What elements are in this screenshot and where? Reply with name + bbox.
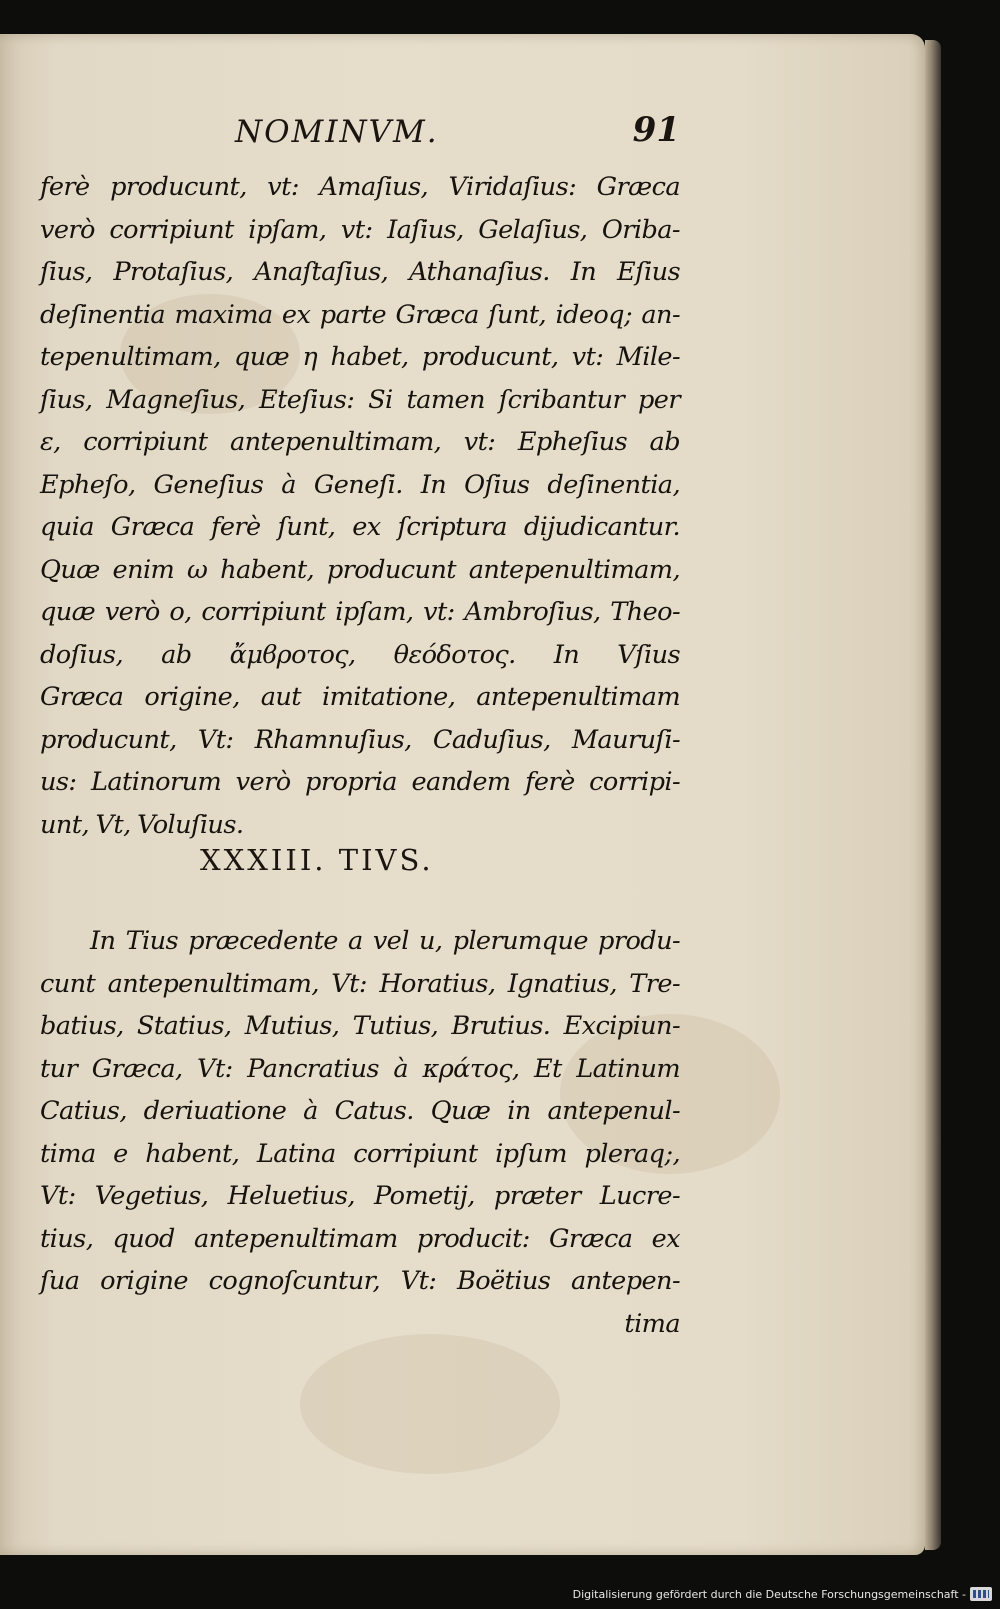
page-edge — [925, 40, 941, 1550]
paragraph-body — [40, 166, 680, 846]
section-heading: XXXIII. TIVS. — [200, 843, 434, 877]
text-line: tur Græca, Vt: Pancratius à κράτος, Et Latinum — [40, 1053, 680, 1084]
paper-stain — [300, 1334, 560, 1474]
text-line: deſinentia maxima ex parte Græca ſunt, ideoq; an- — [40, 299, 680, 330]
text-line: Vt: Vegetius, Heluetius, Pometij, præter Lucre- — [40, 1181, 680, 1211]
text-line: ſius, Magneſius, Eteſius: Si tamen ſcribantur per — [40, 384, 680, 415]
dfg-logo-icon — [970, 1587, 992, 1601]
text-line: Catius, deriuatione à Catus. Quæ in antepenul- — [40, 1096, 680, 1126]
credit-text: Digitalisierung gefördert durch die Deutsche Forschungsgemeinschaft - — [572, 1587, 966, 1601]
text-line: batius, Statius, Mutius, Tutius, Brutius. Excipiun- — [40, 1011, 680, 1041]
catchword: tima — [624, 1308, 680, 1339]
text-line: cunt antepenultimam, Vt: Horatius, Ignatius, Tre- — [40, 968, 680, 999]
text-line: us: Latinorum verò propria eandem ferè corripi- — [40, 767, 680, 797]
text-line: Epheſo, Geneſius à Geneſi. In Oſius deſinentia, — [40, 469, 680, 500]
page-header — [40, 110, 690, 160]
text-line: Quæ enim ω habent, producunt antepenultimam, — [40, 554, 680, 585]
text-line: verò corripiunt ipſam, vt: Iaſius, Gelaſius, Oriba- — [40, 214, 680, 245]
text-line: tima e habent, Latina corripiunt ipſum pleraq;, — [40, 1138, 680, 1169]
text-line: quia Græca ferè ſunt, ex ſcriptura dijudicantur. — [40, 512, 680, 542]
paragraph-body — [40, 920, 680, 1345]
running-head: NOMINVM. — [235, 114, 439, 150]
page-number: 91 — [632, 110, 680, 150]
text-line: ſua origine cognoſcuntur, Vt: Boëtius antepen- — [40, 1266, 680, 1296]
text-line: ε, corripiunt antepenultimam, vt: Epheſius ab — [40, 427, 680, 457]
text-line: ſius, Protaſius, Anaſtaſius, Athanaſius. In Eſius — [40, 257, 680, 287]
text-line: In Tius præcedente a vel u, plerumque produ- — [90, 926, 680, 956]
text-line: quæ verò o, corripiunt ipſam, vt: Ambroſius, Theo- — [40, 597, 680, 627]
text-line: producunt, Vt: Rhamnuſius, Caduſius, Mauruſi- — [40, 724, 680, 755]
text-line: doſius, ab ἄμϐροτος, θεόδοτος. In Vſius — [40, 639, 680, 670]
text-line: ferè producunt, vt: Amaſius, Viridaſius: Græca — [40, 172, 680, 202]
text-line: Græca origine, aut imitatione, antepenultimam — [40, 682, 680, 712]
text-line: unt, Vt, Voluſius. — [40, 809, 244, 840]
digitization-credit — [573, 1585, 992, 1603]
text-line: tepenultimam, quæ η habet, producunt, vt: Mile- — [40, 342, 680, 372]
text-line: tius, quod antepenultimam producit: Græca ex — [40, 1223, 680, 1254]
